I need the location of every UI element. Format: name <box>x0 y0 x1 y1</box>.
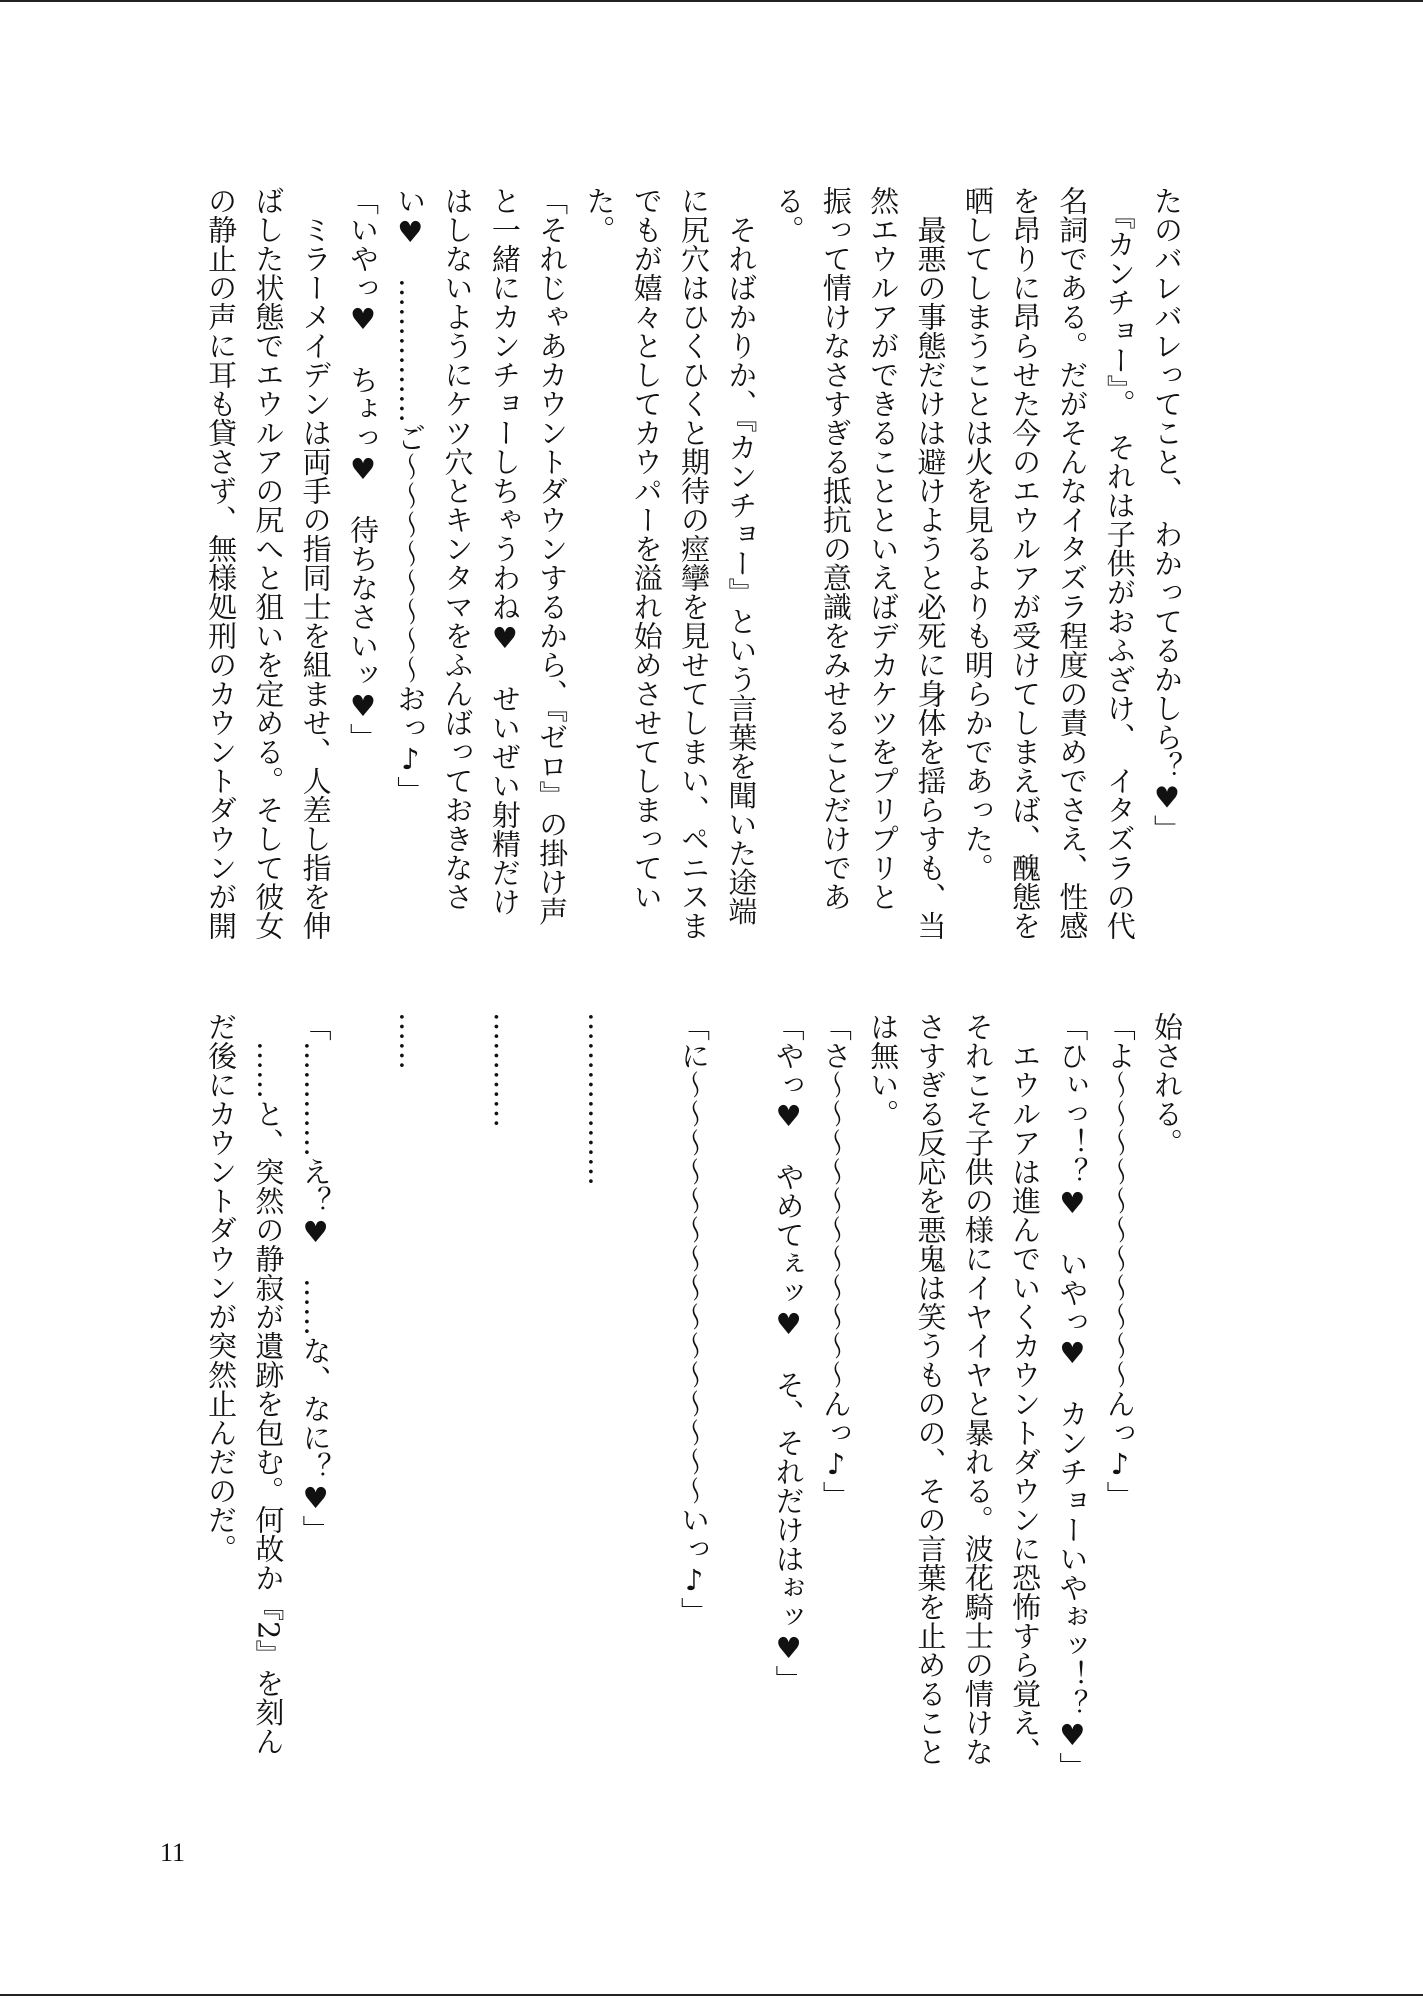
text-line: 最悪の事態だけは避けようと必死に身体を揺らすも、当 <box>913 186 948 940</box>
text-line: は無い。 <box>866 1012 901 1128</box>
text-line: 「ひぃっ！？♥ いやっ♥ カンチョーいやぉッ！？♥」 <box>1055 1012 1090 1781</box>
blank-line <box>622 1012 669 1782</box>
text-line: 『カンチョー』。 それは子供がおふざけ、 イタズラの代 <box>1102 186 1137 940</box>
text-line: ………… <box>487 1012 522 1128</box>
text-line: だ後にカウントダウンが突然止んだのだ。 <box>204 1012 239 1563</box>
text-block-lower <box>197 1012 1190 1782</box>
text-line: の静止の声に耳も貸さず、無様処刑のカウントダウンが開 <box>204 186 239 940</box>
text-line: と一緒にカンチョーしちゃうわね♥ せいぜい射精だけ <box>487 186 522 916</box>
text-line: 始される。 <box>1150 1012 1184 1157</box>
text-line: そればかりか、『カンチョー』という言葉を聞いた途端 <box>724 186 759 926</box>
page-number: 11 <box>160 1838 186 1867</box>
text-line: 「よ〜〜〜〜〜〜〜〜〜〜〜んっ♪」 <box>1102 1012 1137 1510</box>
text-line: エウルアは進んでいくカウントダウンに恐怖すら覚え、 <box>1008 1012 1043 1766</box>
text-line: はしないようにケツ穴とキンタマをふんばっておきなさ <box>440 186 475 911</box>
text-line: 「さ〜〜〜〜〜〜〜〜〜〜〜んっ♪」 <box>818 1012 853 1510</box>
text-line: ミラーメイデンは両手の指同士を組ませ、人差し指を伸 <box>298 186 333 940</box>
bottom-border-line <box>0 1994 1423 1996</box>
text-line: る。 <box>771 186 806 244</box>
blank-line <box>528 1012 575 1782</box>
blank-line <box>717 1012 764 1782</box>
text-line: 然エウルアができることといえばデカケツをプリプリと <box>866 186 901 911</box>
text-line: でもが嬉々としてカウパーを溢れ始めさせてしまってい <box>629 186 664 911</box>
blank-line <box>433 1012 480 1782</box>
top-border-line <box>0 0 1423 2</box>
text-line: …… <box>393 1012 428 1070</box>
text-line: ……と、突然の静寂が遺跡を包む。何故か『2』を刻ん <box>251 1012 286 1756</box>
text-line: 振って情けなさすぎる抵抗の意識をみせることだけであ <box>818 186 853 911</box>
text-line: た。 <box>582 186 617 244</box>
text-line: 「いやっ♥ ちょっ♥ 待ちなさいッ♥」 <box>345 186 380 752</box>
text-line: い♥ ……………ご〜〜〜〜〜〜〜〜おっ♪」 <box>393 186 428 805</box>
text-line: ばした状態でエウルアの尻へと狙いを定める。そして彼女 <box>251 186 286 940</box>
text-line: に尻穴はひくひくと期待の痙攣を見せてしまい、ペニスま <box>677 186 712 940</box>
text-line: それこそ子供の様にイヤイヤと暴れる。波花騎士の情けな <box>960 1012 995 1766</box>
text-line: を昂りに昂らせた今のエウルアが受けてしまえば、醜態を <box>1008 186 1043 940</box>
text-line: ……………… <box>582 1012 617 1186</box>
text-block-upper <box>197 186 1190 956</box>
text-line: たのバレバレってこと、 わかってるかしら？♥」 <box>1150 186 1184 844</box>
text-line: 名詞である。だがそんなイタズラ程度の責めでさえ、性感 <box>1055 186 1090 940</box>
text-line: 「…………え？♥ ……な、なに？♥」 <box>298 1012 333 1544</box>
text-line: さすぎる反応を悪鬼は笑うものの、その言葉を止めること <box>913 1012 948 1766</box>
text-line: 「それじゃあカウントダウンするから、『ゼロ』の掛け声 <box>535 186 570 926</box>
blank-line <box>339 1012 386 1782</box>
text-line: 晒してしまうことは火を見るよりも明らかであった。 <box>960 186 995 882</box>
text-line: 「に〜〜〜〜〜〜〜〜〜〜〜〜〜〜〜いっ♪」 <box>677 1012 712 1626</box>
text-line: 「やっ♥ やめてぇッ♥ そ、それだけはぉッ♥」 <box>771 1012 806 1694</box>
